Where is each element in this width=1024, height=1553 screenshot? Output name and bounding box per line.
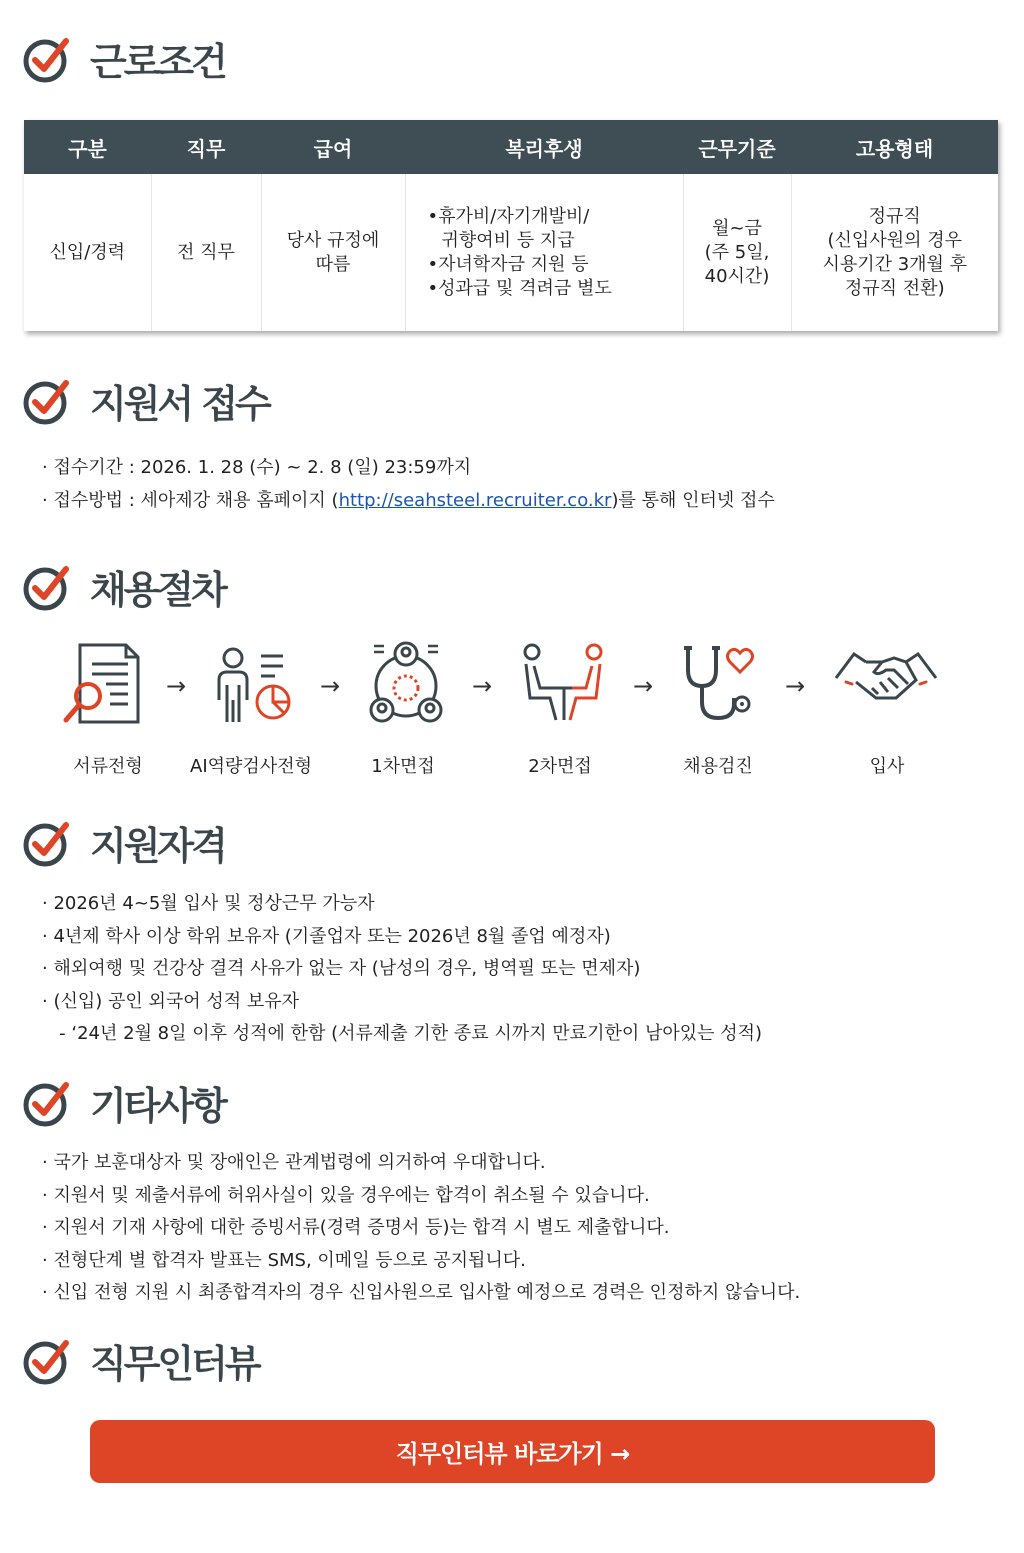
- table-header: 직무: [151, 120, 261, 174]
- etc-list: [42, 1147, 800, 1310]
- group-interview-icon: [366, 640, 446, 725]
- section-heading: 지원자격: [90, 823, 225, 868]
- job-interview-button[interactable]: 직무인터뷰 바로가기 →: [90, 1420, 935, 1483]
- section-title-etc: [22, 1072, 225, 1132]
- recruit-site-link[interactable]: http://seahsteel.recruiter.co.kr: [338, 489, 612, 511]
- section-title-conditions: [22, 28, 225, 88]
- one-on-one-interview-icon: [520, 640, 606, 725]
- section-heading: 채용절차: [90, 567, 225, 612]
- list-item: · 2026년 4~5월 입사 및 정상근무 가능자: [42, 893, 375, 914]
- process-arrow: →: [166, 672, 187, 700]
- cell-job: 전 직무: [151, 174, 261, 331]
- cell-line: 시용기간 3개월 후: [822, 253, 968, 275]
- apply-list: [42, 452, 775, 517]
- list-item: · 신입 전형 지원 시 최종합격자의 경우 신입사원으로 입사할 예정으로 경력은 인정하지 않습니다.: [42, 1282, 801, 1304]
- cell-line: 월~금: [712, 217, 762, 239]
- cell-line: •성과급 및 격려금 별도: [427, 277, 612, 299]
- section-title-process: [22, 556, 225, 616]
- list-item: · 접수기간 : 2026. 1. 28 (수) ~ 2. 8 (일) 23:59까지: [42, 457, 472, 478]
- list-item: · 4년제 학사 이상 학위 보유자 (기졸업자 또는 2026년 8월 졸업 예정자): [42, 925, 611, 947]
- step-label: 채용검진: [683, 756, 753, 777]
- step-ai-assessment: [213, 640, 295, 725]
- step-label: 서류전형: [73, 756, 143, 777]
- cell-line: (주 5일,: [704, 241, 770, 263]
- cell-employment: [791, 174, 998, 331]
- table-header: 복리후생: [405, 120, 683, 174]
- check-icon: [22, 561, 72, 611]
- table-header: 급여: [261, 120, 405, 174]
- method-suffix: )를 통해 인터넷 접수: [611, 489, 775, 511]
- cell-line: 따름: [315, 253, 351, 275]
- cell-line: •자녀학자금 지원 등: [427, 253, 589, 275]
- process-arrow: →: [320, 672, 341, 700]
- check-icon: [22, 1077, 72, 1127]
- table-header: 고용형태: [791, 120, 998, 174]
- step-second-interview: [520, 640, 606, 725]
- cell-line: 정규직: [868, 205, 921, 227]
- check-icon: [22, 33, 72, 83]
- step-label: 1차면접: [371, 756, 435, 777]
- cell-line: 40시간): [704, 265, 770, 287]
- section-title-qualification: [22, 812, 225, 872]
- list-item: - ‘24년 2월 8일 이후 성적에 한함 (서류제출 기한 종료 시까지 만료기한이 남아있는 성적): [42, 1023, 763, 1045]
- cell-hours: [683, 174, 791, 331]
- qualification-list: [42, 888, 762, 1051]
- check-icon: [22, 375, 72, 425]
- section-heading: 기타사항: [90, 1083, 225, 1128]
- cell-type: 신입/경력: [24, 174, 151, 331]
- stethoscope-heart-icon: [680, 640, 760, 725]
- section-title-interview: [22, 1330, 259, 1390]
- section-heading: 직무인터뷰: [90, 1341, 259, 1386]
- cell-welfare: [405, 174, 683, 331]
- section-title-apply: [22, 370, 269, 430]
- step-first-interview: [366, 640, 446, 725]
- process-arrow: →: [633, 672, 654, 700]
- cell-salary: [261, 174, 405, 331]
- check-icon: [22, 817, 72, 867]
- step-label: 2차면접: [528, 756, 592, 777]
- list-item: · 지원서 및 제출서류에 허위사실이 있을 경우에는 합격이 취소될 수 있습니다.: [42, 1184, 650, 1206]
- handshake-icon: [834, 640, 938, 710]
- conditions-table: [24, 120, 998, 331]
- list-item: · 전형단계 별 합격자 발표는 SMS, 이메일 등으로 공지됩니다.: [42, 1249, 526, 1271]
- cell-line: 정규직 전환): [844, 277, 945, 299]
- cell-line: •휴가비/자기개발비/: [427, 205, 590, 227]
- section-heading: 근로조건: [90, 39, 225, 84]
- section-heading: 지원서 접수: [90, 381, 269, 426]
- document-search-icon: [62, 640, 142, 725]
- list-item: [42, 485, 775, 518]
- method-prefix: · 접수방법 : 세아제강 채용 홈페이지 (: [42, 489, 339, 511]
- cell-line: 당사 규정에: [286, 229, 380, 251]
- step-onboarding: [834, 640, 938, 710]
- table-header: 구분: [24, 120, 151, 174]
- process-arrow: →: [785, 672, 806, 700]
- list-item: · 해외여행 및 건강상 결격 사유가 없는 자 (남성의 경우, 병역필 또는 면제자): [42, 958, 641, 980]
- step-medical-check: [680, 640, 760, 725]
- cell-line: 귀향여비 등 지급: [441, 229, 575, 251]
- table-row: [24, 174, 998, 331]
- list-item: · 국가 보훈대상자 및 장애인은 관계법령에 의거하여 우대합니다.: [42, 1152, 546, 1173]
- list-item: · (신입) 공인 외국어 성적 보유자: [42, 990, 300, 1012]
- cell-line: (신입사원의 경우: [827, 229, 962, 251]
- check-icon: [22, 1335, 72, 1385]
- step-document-review: [62, 640, 142, 725]
- step-label: AI역량검사전형: [190, 756, 312, 777]
- list-item: · 지원서 기재 사항에 대한 증빙서류(경력 증명서 등)는 합격 시 별도 제출합니다.: [42, 1217, 670, 1239]
- ai-assessment-icon: [213, 640, 295, 725]
- table-header: 근무기준: [683, 120, 791, 174]
- table-header-row: [24, 120, 998, 174]
- step-label: 입사: [869, 756, 905, 777]
- process-arrow: →: [472, 672, 493, 700]
